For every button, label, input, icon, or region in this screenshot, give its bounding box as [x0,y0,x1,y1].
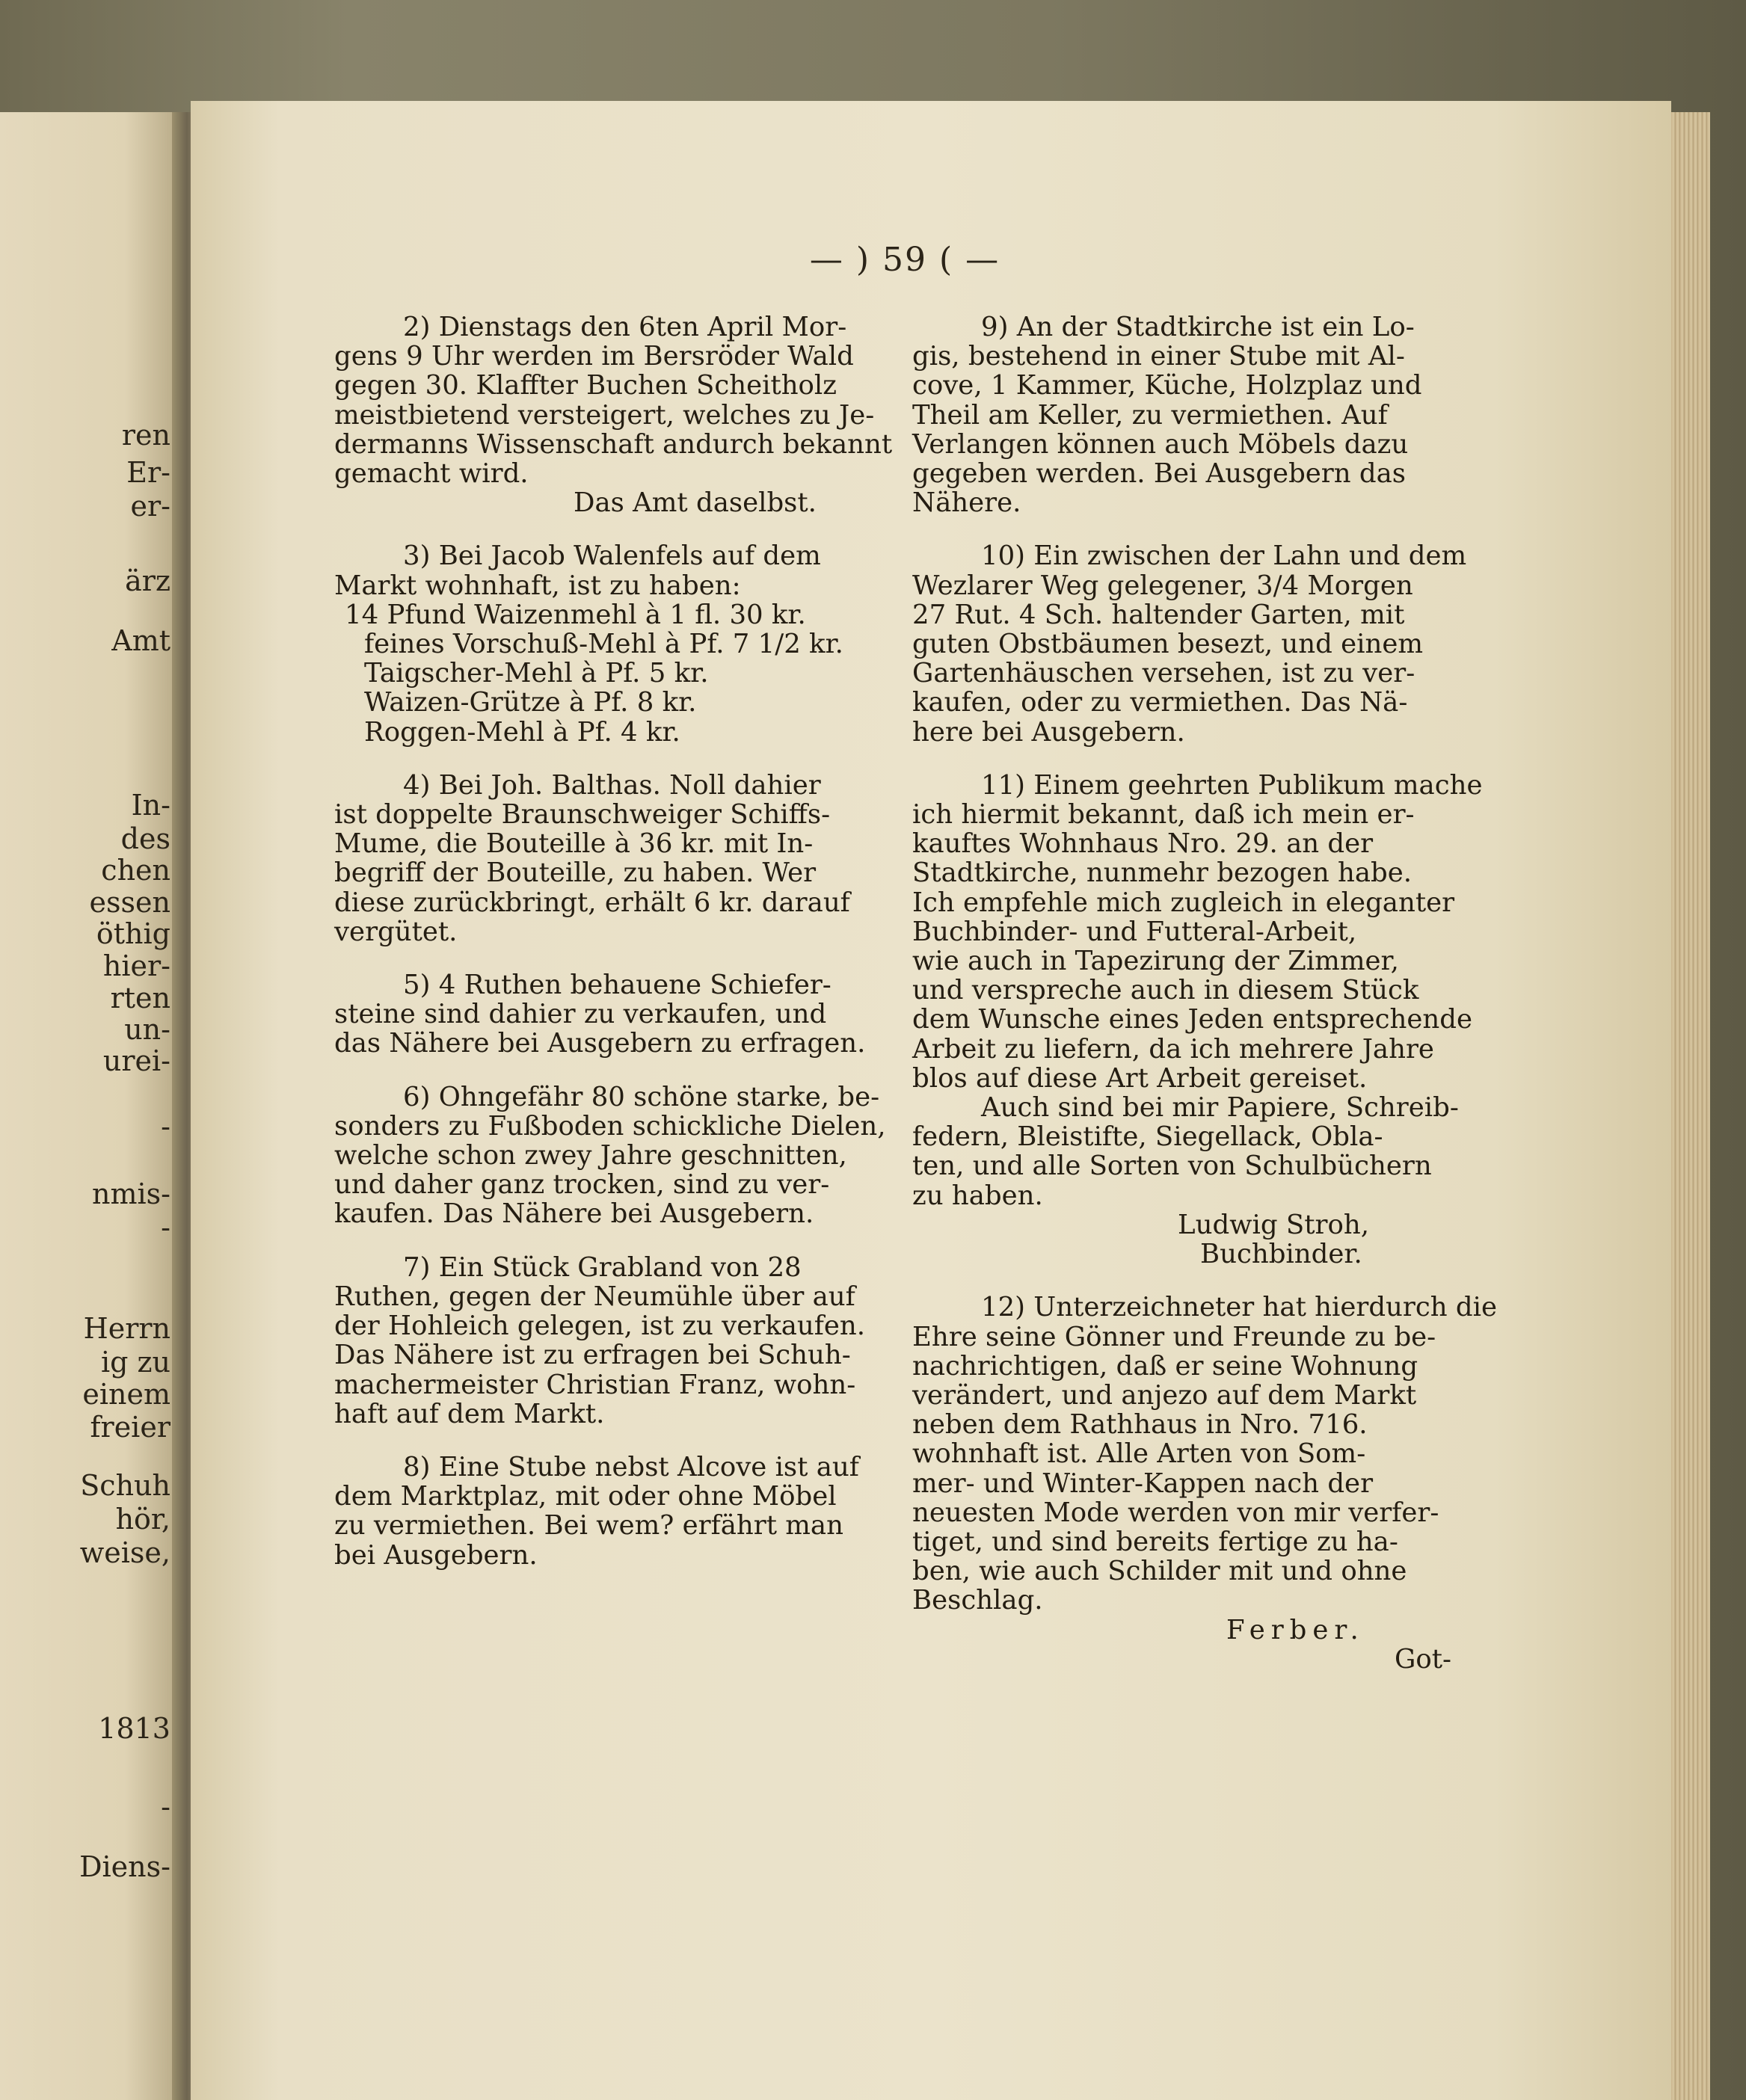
left-fragment: ärz [125,564,170,597]
left-fragment: er- [130,490,170,523]
text-line: gens 9 Uhr werden im Bersröder Wald [334,341,854,372]
advertisement-item-5 [334,970,884,1059]
text-line: und daher ganz trocken, sind zu ver- [334,1169,830,1201]
text-line: der Hohleich gelegen, ist zu verkaufen. [334,1311,866,1342]
left-fragment: un- [124,1013,170,1046]
text-line: wohnhaft ist. Alle Arten von Som- [912,1438,1366,1470]
text-line: guten Obstbäumen besezt, und einem [912,629,1424,660]
signature: Ferber. [1226,1614,1365,1645]
text-line: 14 Pfund Waizenmehl à 1 fl. 30 kr. [345,599,806,630]
text-line: kaufen, oder zu vermiethen. Das Nä- [912,687,1408,718]
text-line: Mume, die Bouteille à 36 kr. mit In- [334,828,814,860]
text-line: tiget, und sind bereits fertige zu ha- [912,1526,1398,1557]
text-line: meistbietend versteigert, welches zu Je- [334,399,875,431]
advertisement-item-8 [334,1453,884,1570]
text-line: Ich empfehle mich zugleich in eleganter [912,887,1455,918]
advertisement-item-11 [912,769,1483,1270]
text-line: bei Ausgebern. [334,1539,538,1571]
text-line: blos auf diese Art Arbeit gereiset. [912,1062,1368,1094]
text-line: ben, wie auch Schilder mit und ohne [912,1556,1407,1587]
text-line: 2) Dienstags den 6ten April Mor- [403,312,847,342]
text-line: verändert, und anjezo auf dem Markt [912,1379,1417,1411]
text-line: vergütet. [334,916,458,947]
text-line: 8) Eine Stube nebst Alcove ist auf [403,1451,859,1482]
left-page-edge [0,112,178,2100]
text-line: Ruthen, gegen der Neumühle über auf [334,1281,855,1312]
advertisement-item-7 [334,1253,884,1429]
text-line: feines Vorschuß-Mehl à Pf. 7 1/2 kr. [364,629,843,660]
text-line: ich hiermit bekannt, daß ich mein er- [912,799,1415,831]
left-fragment: Er- [126,456,170,489]
left-text-column [334,312,893,1571]
text-line: neben dem Rathhaus in Nro. 716. [912,1409,1368,1441]
text-line: 6) Ohngefähr 80 schöne starke, be- [403,1081,880,1112]
right-text-column [912,312,1497,1675]
text-line: neuesten Mode werden von mir verfer- [912,1497,1439,1528]
left-fragment: In- [131,789,170,822]
left-fragment: freier [90,1411,170,1444]
text-line: zu vermiethen. Bei wem? erfährt man [334,1510,843,1542]
text-line: 12) Unterzeichneter hat hierdurch die [981,1292,1497,1323]
text-line: 11) Einem geehrten Publikum mache [981,769,1483,801]
text-line: gegeben werden. Bei Ausgebern das [912,458,1407,490]
advertisement-item-9 [912,312,1469,517]
text-line: Gartenhäuschen versehen, ist zu ver- [912,658,1415,689]
text-line: 7) Ein Stück Grabland von 28 [403,1251,802,1283]
advertisement-item-2 [334,312,893,519]
text-line: Ehre seine Gönner und Freunde zu be- [912,1321,1436,1352]
text-line: dem Marktplaz, mit oder ohne Möbel [334,1481,837,1512]
signature-title: Buchbinder. [1200,1239,1362,1270]
left-fragment: einem [82,1378,170,1411]
text-line: Roggen-Mehl à Pf. 4 kr. [364,716,680,748]
text-line: Arbeit zu liefern, da ich mehrere Jahre [912,1033,1434,1065]
signature: Das Amt daselbst. [574,487,817,519]
left-fragment: - [161,1110,170,1143]
text-line: gegen 30. Klaffter Buchen Scheitholz [334,370,837,401]
text-line: ten, und alle Sorten von Schulbüchern [912,1151,1432,1182]
left-fragment: nmis- [91,1177,170,1210]
text-line: 3) Bei Jacob Walenfels auf dem [403,541,821,572]
text-line: haft auf dem Markt. [334,1398,605,1429]
catchword: Got- [1395,1643,1451,1675]
text-line: Theil am Keller, zu vermiethen. Auf [912,399,1388,431]
text-line: 4) Bei Joh. Balthas. Noll dahier [403,769,821,801]
left-fragment: ig zu [100,1346,170,1379]
text-line: 10) Ein zwischen der Lahn und dem [981,541,1467,572]
signature-name: Ludwig Stroh, [1178,1209,1369,1240]
advertisement-item-3 [334,541,884,746]
advertisement-item-4 [334,771,884,946]
text-line: dem Wunsche eines Jeden entsprechende [912,1004,1472,1035]
text-line: Auch sind bei mir Papiere, Schreib- [981,1092,1459,1124]
page-number: — ) 59 ( — [809,241,1000,279]
text-line: zu haben. [912,1180,1043,1211]
text-line: Das Nähere ist zu erfragen bei Schuh- [334,1340,851,1371]
text-line: cove, 1 Kammer, Küche, Holzplaz und [912,370,1422,401]
text-line: federn, Bleistifte, Siegellack, Obla- [912,1121,1383,1153]
text-line: sonders zu Fußboden schickliche Dielen, [334,1110,886,1142]
text-line: 27 Rut. 4 Sch. haltender Garten, mit [912,599,1405,630]
text-line: welche schon zwey Jahre geschnitten, [334,1140,847,1171]
text-line: kauftes Wohnhaus Nro. 29. an der [912,828,1374,860]
left-fragment: 1813 [98,1712,170,1745]
text-line: Wezlarer Weg gelegener, 3/4 Morgen [912,570,1413,601]
left-fragment: chen [101,854,170,887]
advertisement-item-12 [912,1292,1497,1675]
text-line: nachrichtigen, daß er seine Wohnung [912,1350,1418,1382]
text-line: das Nähere bei Ausgebern zu erfragen. [334,1028,866,1059]
left-fragment: - [161,1211,170,1244]
left-fragment: des [120,822,170,855]
left-fragment: - [161,1790,170,1823]
advertisement-item-10 [912,541,1469,746]
left-fragment: öthig [96,917,170,950]
text-line: machermeister Christian Franz, wohn- [334,1369,856,1400]
left-fragment: weise, [79,1536,170,1569]
text-line: diese zurückbringt, erhält 6 kr. darauf [334,887,850,918]
left-fragment: ren [121,419,170,452]
left-fragment: hör, [115,1503,170,1536]
text-line: 5) 4 Ruthen behauene Schiefer- [403,970,831,1001]
text-line: ist doppelte Braunschweiger Schiffs- [334,799,831,831]
text-line: kaufen. Das Nähere bei Ausgebern. [334,1198,814,1230]
text-line: begriff der Bouteille, zu haben. Wer [334,857,817,889]
text-line: Verlangen können auch Möbels dazu [912,428,1409,460]
left-fragment: Schuh [80,1469,170,1502]
left-fragment: Herrn [83,1312,170,1345]
text-line: gis, bestehend in einer Stube mit Al- [912,341,1405,372]
text-line: mer- und Winter-Kappen nach der [912,1468,1374,1499]
text-line: Stadtkirche, nunmehr bezogen habe. [912,857,1413,889]
text-line: gemacht wird. [334,458,529,490]
left-fragment: rten [110,982,170,1014]
advertisement-item-6 [334,1083,884,1229]
text-line: Beschlag. [912,1585,1043,1616]
text-line: Taigscher-Mehl à Pf. 5 kr. [364,658,709,689]
text-line: 9) An der Stadtkirche ist ein Lo- [981,312,1415,342]
left-fragment: hier- [102,949,170,982]
left-fragment: urei- [102,1044,170,1077]
text-line: steine sind dahier zu verkaufen, und [334,999,827,1030]
text-line: wie auch in Tapezirung der Zimmer, [912,946,1399,977]
text-line: dermanns Wissenschaft andurch bekannt [334,428,893,460]
text-line: Buchbinder- und Futteral-Arbeit, [912,916,1357,947]
text-line: here bei Ausgebern. [912,716,1185,748]
left-fragment: Amt [111,624,170,657]
left-fragment: essen [89,886,170,919]
text-line: Markt wohnhaft, ist zu haben: [334,570,741,601]
text-line: und verspreche auch in diesem Stück [912,975,1419,1006]
text-line: Nähere. [912,487,1021,519]
left-fragment: Diens- [79,1850,170,1883]
text-line: Waizen-Grütze à Pf. 8 kr. [364,687,697,718]
